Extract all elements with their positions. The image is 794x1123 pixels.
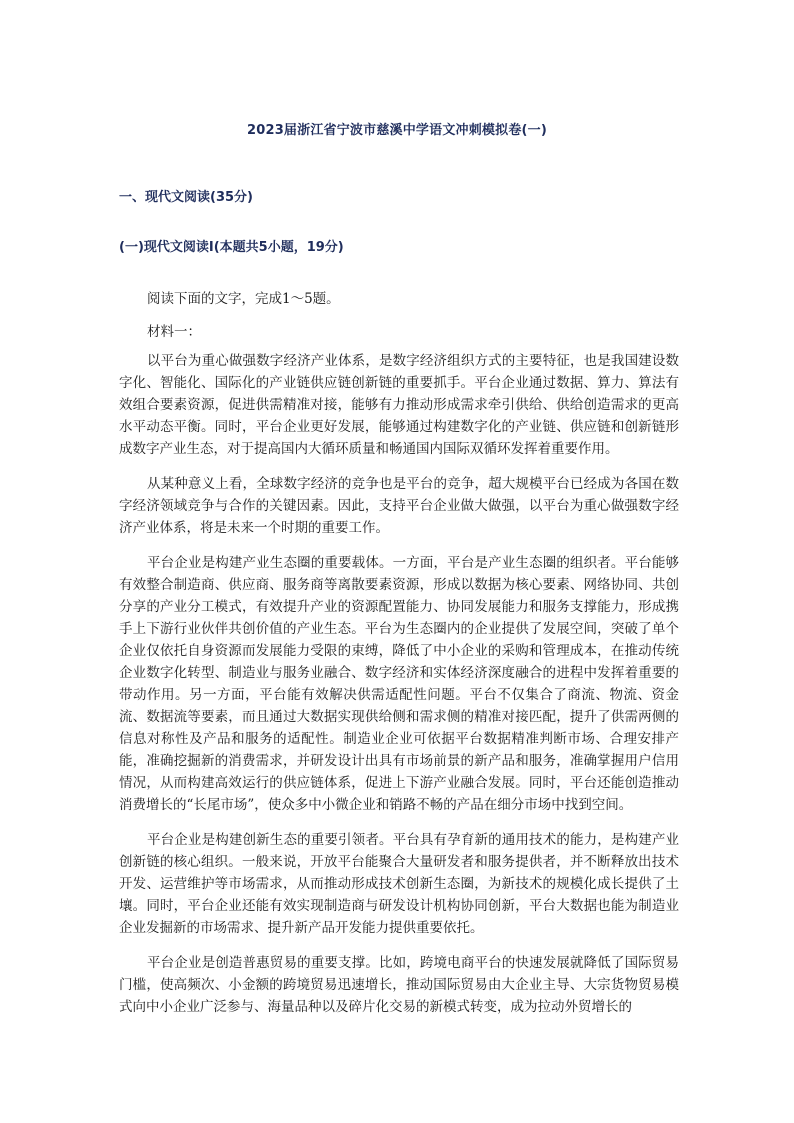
paragraph: 平台企业是构建创新生态的重要引领者。平台具有孕育新的通用技术的能力，是构建产业创新链的核心组织。一般来说，开放平台能聚合大量研发者和服务提供者，并不断释放出技术开发、运营维护等市场需求，从而推动形成技术创新生态圈，为新技术的规模化成长提供了土壤。同时，平台企业还能有效实现制造商与研发设计机构协同创新，平台大数据也能为制造业企业发掘新的市场需求、提升新产品开发能力提供重要依托。 xyxy=(119,832,679,936)
paragraph: 平台企业是构建产业生态圈的重要载体。一方面，平台是产业生态圈的组织者。平台能够有效整合制造商、供应商、服务商等离散要素资源，形成以数据为核心要素、网络协同、共创分享的产业分工模式，有效提升产业的资源配置能力、协同发展能力和服务支撑能力，形成携手上下游行业伙伴共创价值的产业生态。平台为生态圈内的企业提供了发展空间，突破了单个企业仅依托自身资源而发展能力受限的束缚，降低了中小企业的采购和管理成本，在推动传统企业数字化转型、制造业与服务业融合、数字经济和实体经济深度融合的进程中发挥着重要的带动作用。另一方面，平台能有效解决供需适配性问题。平台不仅集合了商流、物流、资金流、数据流等要素，而且通过大数据实现供给侧和需求侧的精准对接匹配，提升了供需两侧的信息对称性及产品和服务的适配性。制造业企业可依据平台数据精准判断市场、合理安排产能，准确挖掘新的消费需求，并研发设计出具有市场前景的新产品和服务，准确掌握用户信用情况，从而构建高效运行的供应链体系，促进上下游产业融合发展。同时，平台还能创造推动消费增长的“长尾市场”，使众多中小微企业和销路不畅的产品在细分市场中找到空间。 xyxy=(119,555,679,813)
paragraph: 平台企业是创造普惠贸易的重要支撑。比如，跨境电商平台的快速发展就降低了国际贸易门槛，使高频次、小金额的跨境贸易迅速增长，推动国际贸易由大企业主导、大宗货物贸易模式向中小企业广泛参与、海量品种以及碎片化交易的新模式转变，成为拉动外贸增长的 xyxy=(119,955,679,1015)
subsection-heading: (一)现代文阅读Ⅰ(本题共5小题，19分) xyxy=(119,240,344,255)
material-label: 材料一： xyxy=(147,324,201,340)
paragraph: 以平台为重心做强数字经济产业体系，是数字经济组织方式的主要特征，也是我国建设数字化、智能化、国际化的产业链供应链创新链的重要抓手。平台企业通过数据、算力、算法有效组合要素资源，促进供需精准对接，能够有力推动形成需求牵引供给、供给创造需求的更高水平动态平衡。同时，平台企业更好发展，能够通过构建数字化的产业链、供应链和创新链形成数字产业生态，对于提高国内大循环质量和畅通国内国际双循环发挥着重要作用。 xyxy=(119,353,679,457)
section-heading: 一、现代文阅读(35分) xyxy=(119,190,253,205)
document-title: 2023届浙江省宁波市慈溪中学语文冲刺模拟卷(一) xyxy=(246,123,548,138)
reading-instruction: 阅读下面的文字，完成1～5题。 xyxy=(147,291,340,307)
paragraph: 从某种意义上看，全球数字经济的竞争也是平台的竞争，超大规模平台已经成为各国在数字经济领域竞争与合作的关键因素。因此，支持平台企业做大做强，以平台为重心做强数字经济产业体系，将是未来一个时期的重要工作。 xyxy=(119,476,679,536)
article-body xyxy=(119,350,679,1031)
